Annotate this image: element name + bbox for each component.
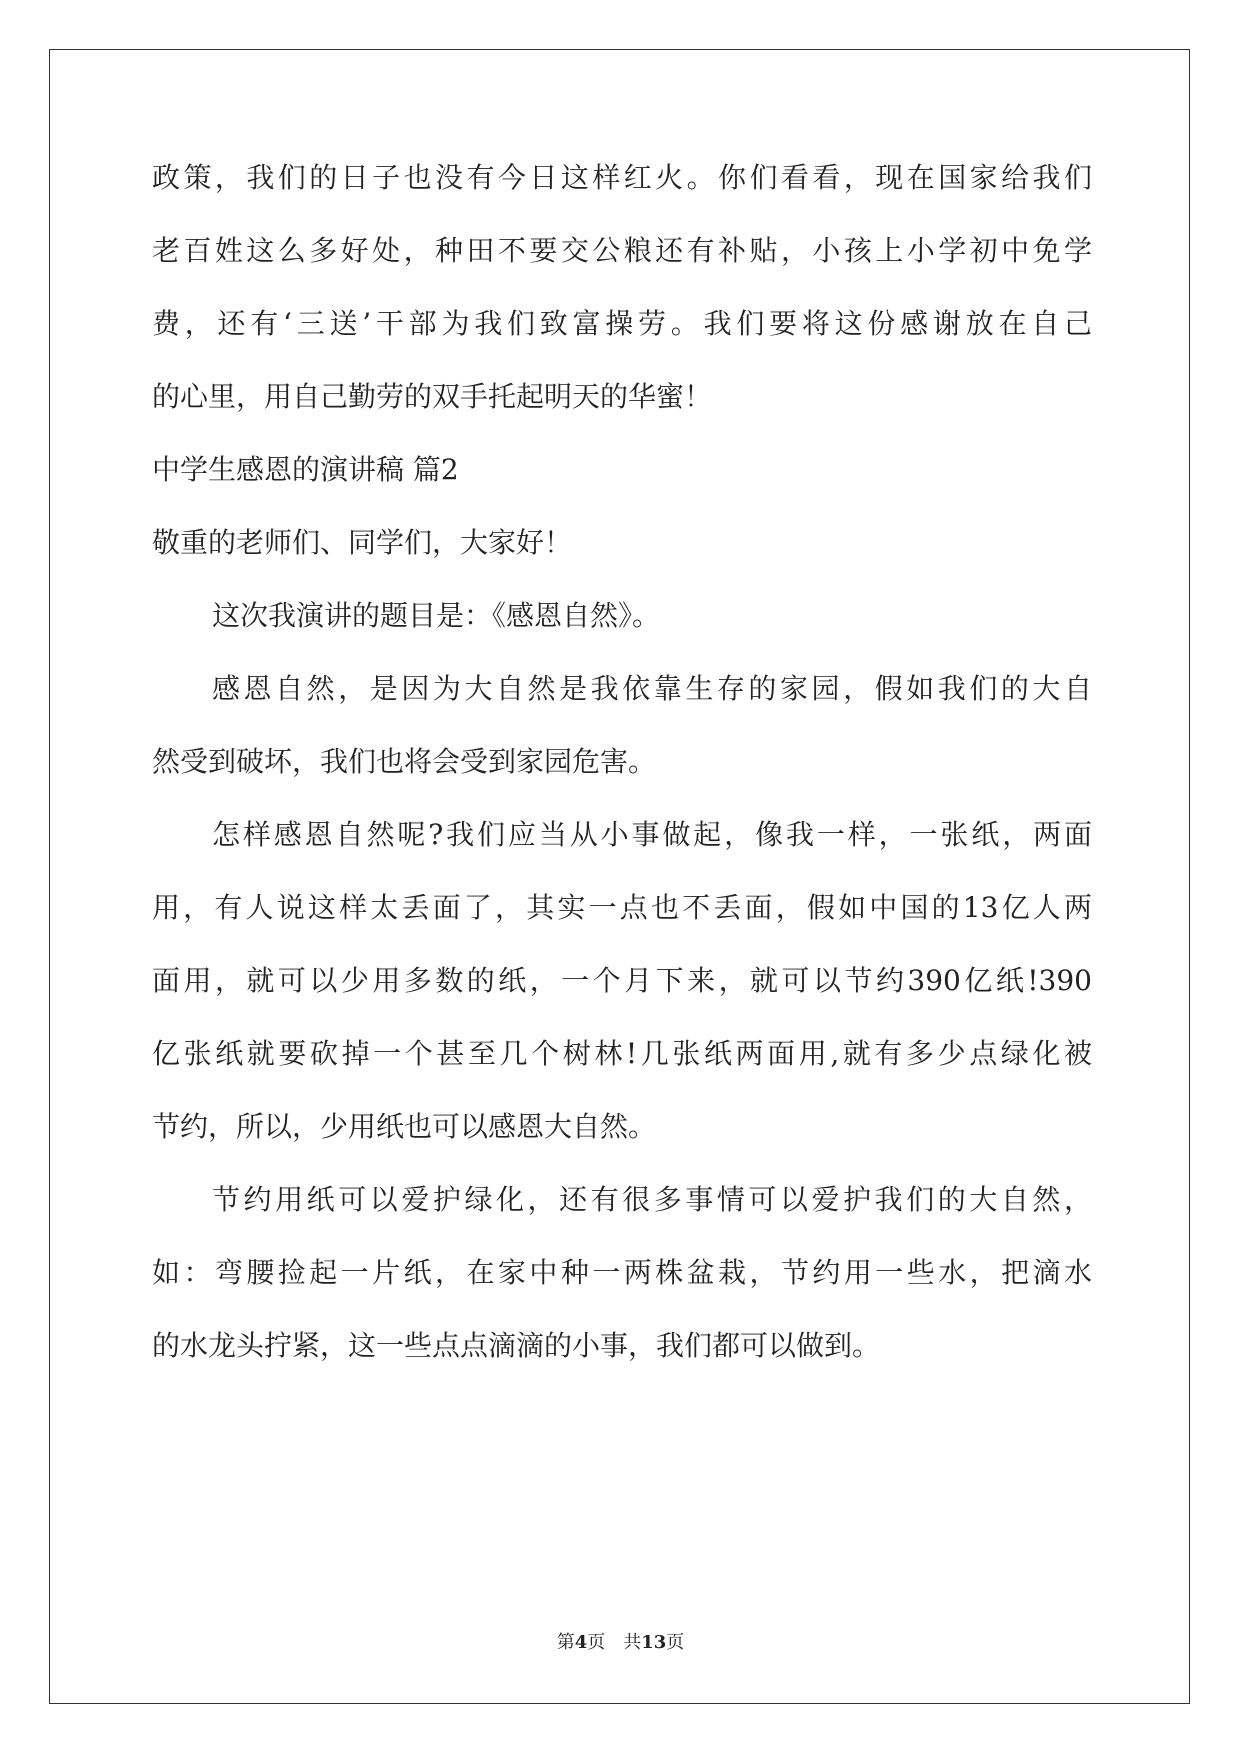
text-line: 怎样感恩自然呢?我们应当从小事做起，像我一样，一张纸，两面	[212, 818, 1092, 851]
text-line: 费，还有‘三送’干部为我们致富操劳。我们要将这份感谢放在自己	[152, 307, 1092, 340]
text-line: 节约用纸可以爱护绿化，还有很多事情可以爱护我们的大自然，	[212, 1183, 1092, 1216]
text-line: 面用，就可以少用多数的纸，一个月下来，就可以节约390亿纸!390	[152, 964, 1092, 997]
text-line: 用，有人说这样太丢面了，其实一点也不丢面，假如中国的13亿人两	[152, 891, 1092, 924]
text-line: 如：弯腰捡起一片纸，在家中种一两株盆栽，节约用一些水，把滴水	[152, 1256, 1092, 1289]
page-border	[49, 49, 1190, 1704]
text-line: 的水龙头拧紧，这一些点点滴滴的小事，我们都可以做到。	[152, 1329, 881, 1362]
page-footer	[0, 1628, 1241, 1654]
page-mid: 页 共	[587, 1632, 642, 1653]
text-line: 节约，所以，少用纸也可以感恩大自然。	[152, 1110, 657, 1143]
salutation: 敬重的老师们、同学们，大家好！	[152, 526, 573, 559]
section-heading: 中学生感恩的演讲稿 篇2	[152, 453, 459, 486]
text-line: 然受到破坏，我们也将会受到家园危害。	[152, 745, 657, 778]
text-line: 这次我演讲的题目是：《感恩自然》。	[212, 599, 661, 632]
page-prefix: 第	[556, 1632, 575, 1653]
text-line: 政策，我们的日子也没有今日这样红火。你们看看，现在国家给我们	[152, 161, 1092, 194]
text-line: 的心里，用自己勤劳的双手托起明天的华蜜！	[152, 380, 713, 413]
text-line: 老百姓这么多好处，种田不要交公粮还有补贴，小孩上小学初中免学	[152, 234, 1092, 267]
text-line: 感恩自然，是因为大自然是我依靠生存的家园，假如我们的大自	[212, 672, 1092, 705]
page-suffix: 页	[666, 1632, 685, 1653]
total-page-number: 13	[641, 1632, 667, 1653]
current-page-number: 4	[574, 1632, 588, 1653]
text-line: 亿张纸就要砍掉一个甚至几个树林!几张纸两面用,就有多少点绿化被	[152, 1037, 1092, 1070]
